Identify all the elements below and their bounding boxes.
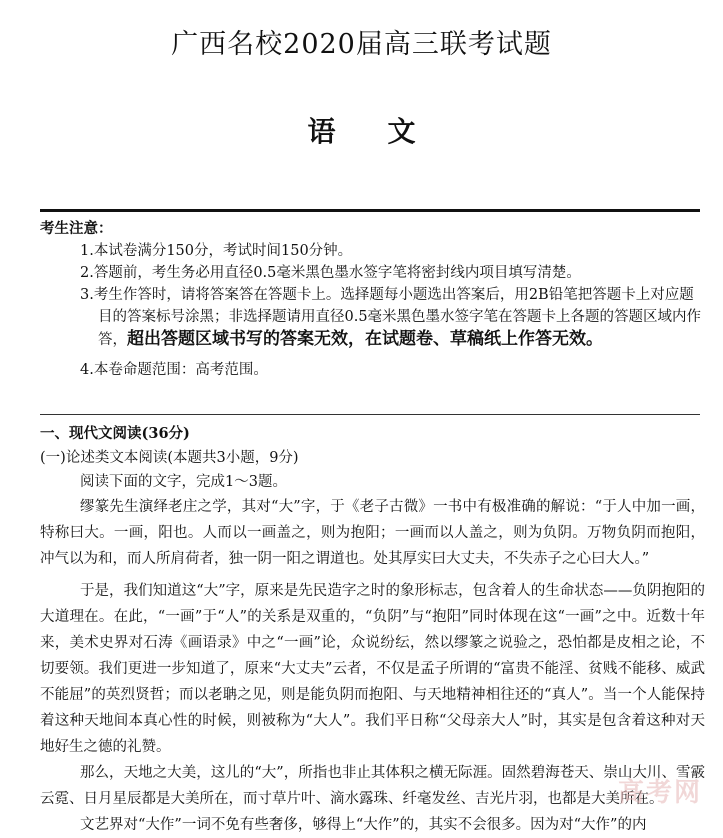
reading-instruction: 阅读下面的文字，完成1～3题。 [80,474,287,490]
passage-paragraph-1: 缪篆先生演绎老庄之学，其对“大”字，于《老子古微》一书中有极准确的解说：“于人中加一画，特称曰大。一画，阳也。人而以一画盖之，则为抱阳；一画而以人盖之，则为负阴。万物负阴而抱阳，冲气以为和，而人所肩荷者，独一阴一阳之谓道也。处其厚实曰大丈夫，不失赤子之心曰大人。” [40,499,705,567]
header-divider [40,209,700,212]
notice-emphasis: 超出答题区域书写的答案无效，在试题卷、草稿纸上作答无效。 [127,329,603,349]
notice-item-1: 1.本试卷满分150分，考试时间150分钟。 [80,243,353,259]
passage-paragraph-2: 于是，我们知道这“大”字，原来是先民造字之时的象形标志，包含着人的生命状态——负阴抱阳的大道理在。在此，“一画”于“人”的关系是双重的，“负阴”与“抱阳”同时体现在这“一画”之中。近数十年来，美术史界对石涛《画语录》中之“一画”论，众说纷纭，然以缪篆之说验之，恐怕都是皮相之论，不切要领。我们更进一步知道了，原来“大丈夫”云者，不仅是孟子所谓的“富贵不能淫、贫贱不能移、威武不能屈”的英烈贤哲；而以老聃之见，则是能负阴而抱阳、与天地精神相往还的“真人”。当一个人能保持着这种天地间本真心性的时候，则被称为“大人”。我们平日称“父母亲大人”时，其实是包含着这种对天地好生之德的礼赞。 [40,583,705,755]
section-subheading: (一)论述类文本阅读(本题共3小题，9分) [40,450,299,466]
notice-item-3 [40,284,705,351]
passage-paragraph-3: 那么，天地之大美，这儿的“大”，所指也非止其体积之横无际涯。固然碧海苍天、崇山大川、雪霰云霓、日月星辰都是大美所在，而寸草片叶、滴水露珠、纤毫发丝、吉光片羽，也都是大美所在。 [40,765,705,807]
site-watermark: 高考网 [618,778,703,808]
exam-title: 广西名校2020届高三联考试题 [171,29,552,60]
notice-heading: 考生注意： [40,220,113,237]
section-divider [40,414,700,415]
notice-item-3-text: 3.考生作答时，请将答案答在答题卡上。选择题每小题选出答案后，用2B铅笔把答题卡上对应题目的答案标号涂黑；非选择题请用直径0.5毫米黑色墨水签字笔在答题卡上各题的答题区域内作答， [80,287,702,348]
reading-section [40,422,705,838]
notice-item-2: 2.答题前，考生务必用直径0.5毫米黑色墨水签字笔将密封线内项目填写清楚。 [80,265,581,281]
notice-item-4: 4.本卷命题范围：高考范围。 [80,362,268,378]
subject-title: 语文 [307,115,468,148]
notice-block [40,218,705,381]
passage-paragraph-4: 文艺界对“大作”一词不免有些奢侈，够得上“大作”的，其实不会很多。因为对“大作”的内 [80,817,647,833]
section-heading: 一、现代文阅读(36分) [40,425,190,442]
